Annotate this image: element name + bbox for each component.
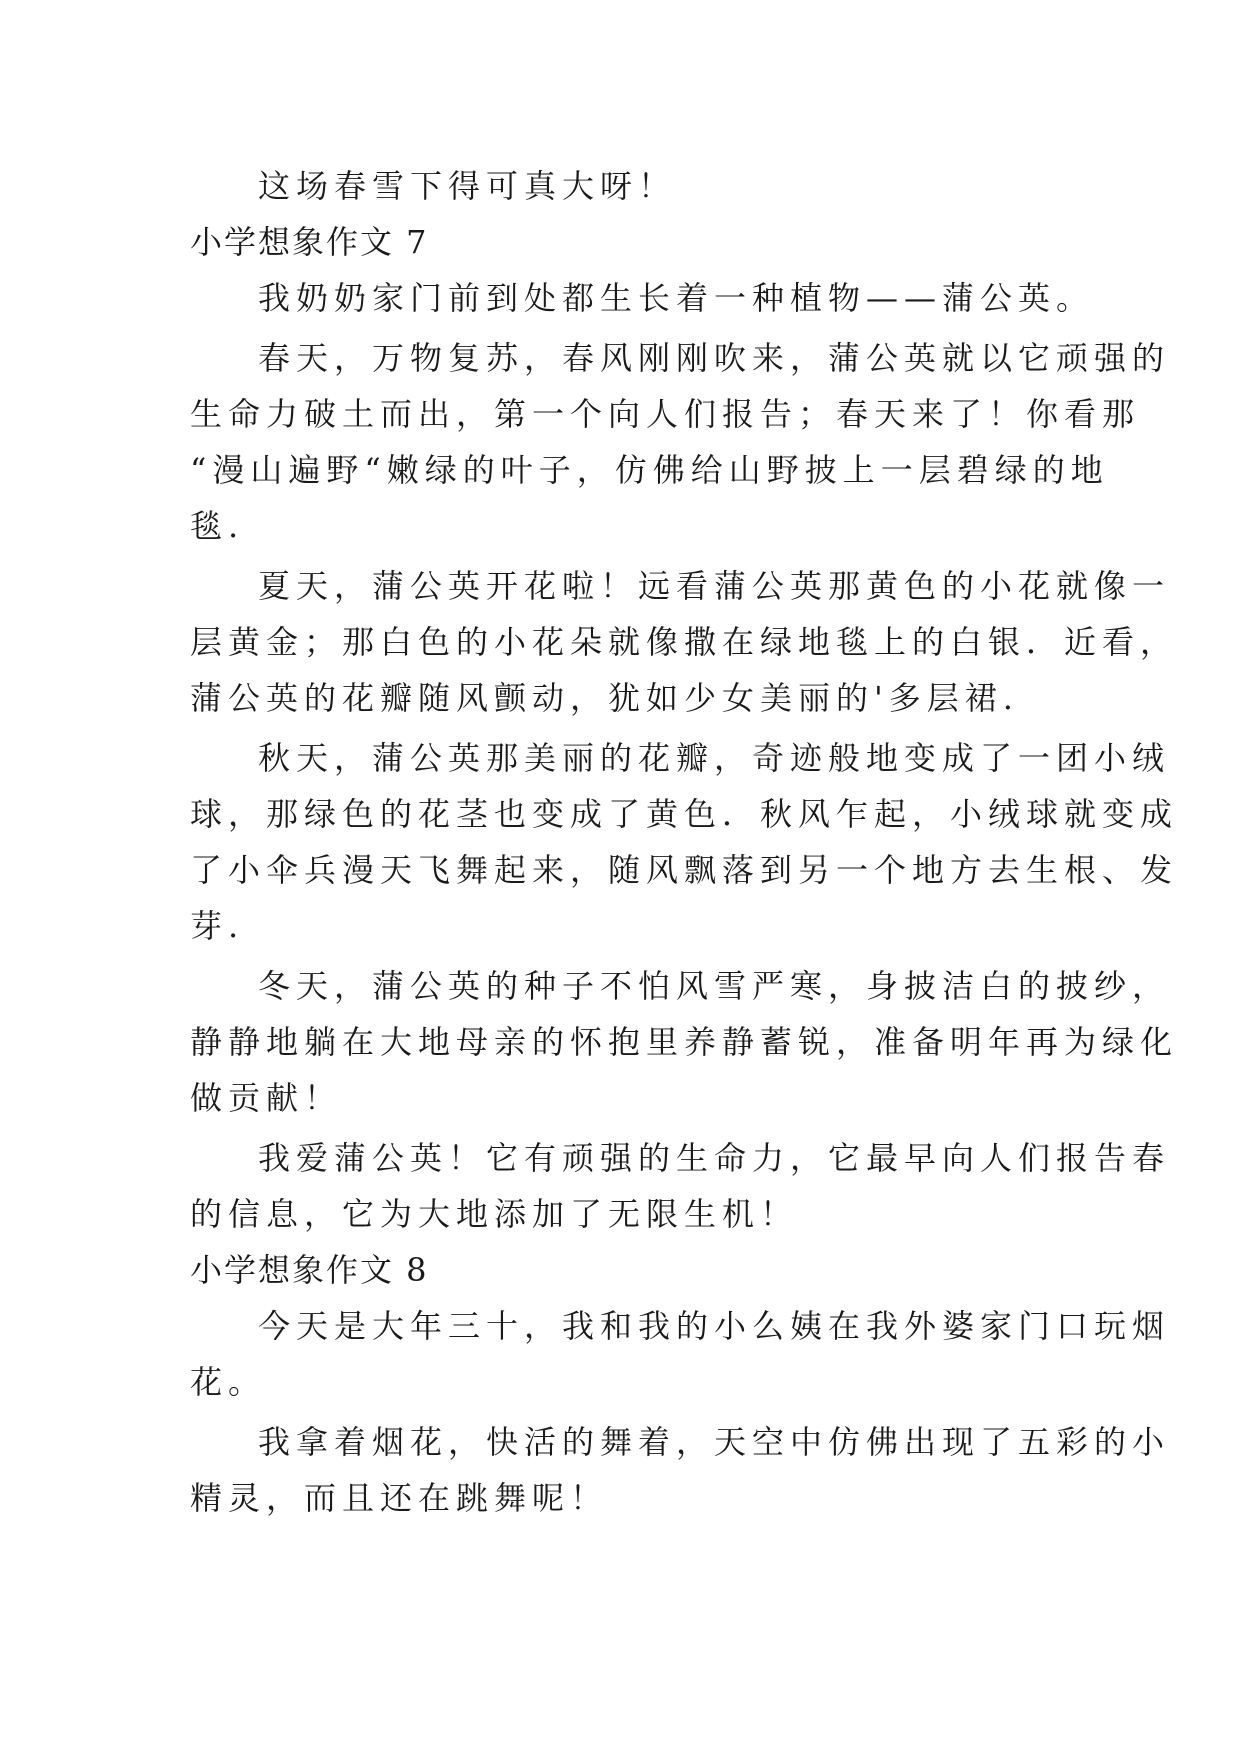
paragraph-line: 夏天，蒲公英开花啦！远看蒲公英那黄色的小花就像一 bbox=[258, 567, 1171, 605]
paragraph-line: 生命力破土而出，第一个向人们报告；春天来了！你看那 bbox=[190, 395, 1141, 433]
paragraph-line: 冬天，蒲公英的种子不怕风雪严寒，身披洁白的披纱， bbox=[258, 967, 1171, 1005]
paragraph-line: 做贡献！ bbox=[190, 1079, 343, 1117]
paragraph-line: 了小伞兵漫天飞舞起来，随风飘落到另一个地方去生根、发 bbox=[190, 851, 1179, 889]
section-heading: 小学想象作文 7 bbox=[190, 223, 429, 261]
paragraph-line: 今天是大年三十，我和我的小么姨在我外婆家门口玩烟 bbox=[258, 1307, 1171, 1345]
paragraph-line: 精灵，而且还在跳舞呢！ bbox=[190, 1479, 609, 1517]
paragraph-line: 春天，万物复苏，春风刚刚吹来，蒲公英就以它顽强的 bbox=[258, 339, 1171, 377]
paragraph-line: 秋天，蒲公英那美丽的花瓣，奇迹般地变成了一团小绒 bbox=[258, 739, 1171, 777]
paragraph-line: 花。 bbox=[190, 1363, 267, 1401]
paragraph-line: 静静地躺在大地母亲的怀抱里养静蓄锐，准备明年再为绿化 bbox=[190, 1023, 1179, 1061]
paragraph-line: 我奶奶家门前到处都生长着一种植物——蒲公英。 bbox=[258, 279, 1095, 317]
paragraph-line: 的信息，它为大地添加了无限生机！ bbox=[190, 1195, 799, 1233]
paragraph-line: 我拿着烟花，快活的舞着，天空中仿佛出现了五彩的小 bbox=[258, 1423, 1171, 1461]
paragraph-line: 毯. bbox=[190, 507, 245, 545]
paragraph-line: 球，那绿色的花茎也变成了黄色．秋风乍起，小绒球就变成 bbox=[190, 795, 1179, 833]
paragraph-line: 我爱蒲公英！它有顽强的生命力，它最早向人们报告春 bbox=[258, 1139, 1171, 1177]
paragraph-line: 芽. bbox=[190, 907, 245, 945]
paragraph-line: 这场春雪下得可真大呀！ bbox=[258, 167, 677, 205]
paragraph-line: “漫山遍野“嫩绿的叶子，仿佛给山野披上一层碧绿的地 bbox=[190, 451, 1109, 489]
paragraph-line: 层黄金；那白色的小花朵就像撒在绿地毯上的白银．近看， bbox=[190, 623, 1179, 661]
section-heading: 小学想象作文 8 bbox=[190, 1251, 429, 1289]
paragraph-line: 蒲公英的花瓣随风颤动，犹如少女美丽的'多层裙. bbox=[190, 679, 1019, 717]
